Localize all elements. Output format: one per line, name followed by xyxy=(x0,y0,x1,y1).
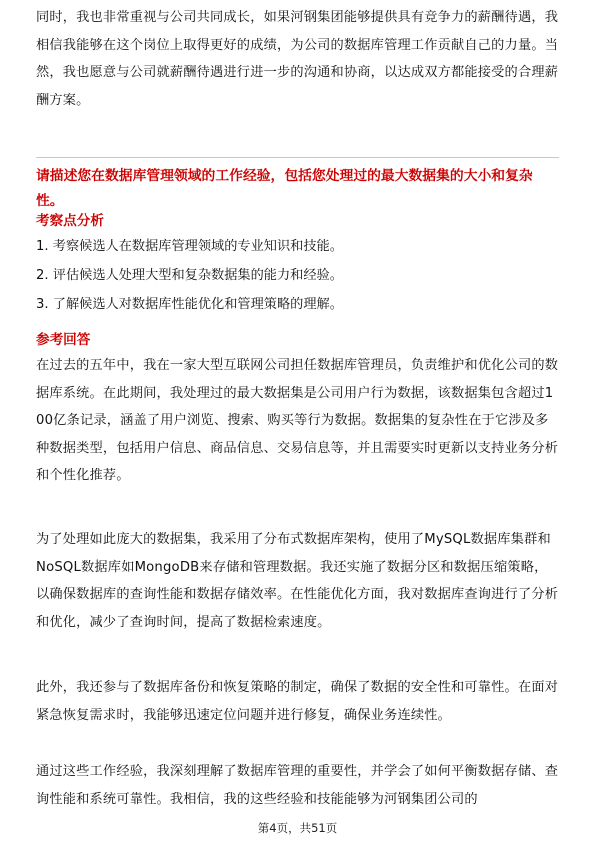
analysis-point: 2. 评估候选人处理大型和复杂数据集的能力和经验。 xyxy=(36,268,343,283)
answer-paragraph: 为了处理如此庞大的数据集，我采用了分布式数据库架构，使用了MySQL数据库集群和NoSQL数据库如MongoDB来存储和管理数据。我还实施了数据分区和数据压缩策略，以确保数据库的查询性能和数据存储效率。在性能优化方面，我对数据库查询进行了分析和优化，减少了查询时间，提高了数据检索速度。 xyxy=(36,532,559,630)
analysis-title: 考察点分析 xyxy=(36,213,104,229)
section-divider xyxy=(36,157,559,158)
intro-paragraph: 同时，我也非常重视与公司共同成长，如果河钢集团能够提供具有竞争力的薪酬待遇，我相信我能够在这个岗位上取得更好的成绩，为公司的数据库管理工作贡献自己的力量。当然，我也愿意与公司就薪酬待遇进行进一步的沟通和协商，以达成双方都能接受的合理薪酬方案。 xyxy=(36,10,559,108)
analysis-points xyxy=(36,232,559,319)
analysis-point: 1. 考察候选人在数据库管理领域的专业知识和技能。 xyxy=(36,239,343,254)
answer-title: 参考回答 xyxy=(36,332,91,348)
answer-paragraph: 在过去的五年中，我在一家大型互联网公司担任数据库管理员，负责维护和优化公司的数据库系统。在此期间，我处理过的最大数据集是公司用户行为数据，该数据集包含超过100亿条记录，涵盖了用户浏览、搜索、购买等行为数据。数据集的复杂性在于它涉及多种数据类型，包括用户信息、商品信息、交易信息等，并且需要实时更新以支持业务分析和个性化推荐。 xyxy=(36,358,559,483)
answer-paragraph: 此外，我还参与了数据库备份和恢复策略的制定，确保了数据的安全性和可靠性。在面对紧急恢复需求时，我能够迅速定位问题并进行修复，确保业务连续性。 xyxy=(36,680,559,723)
answer-paragraph: 通过这些工作经验，我深刻理解了数据库管理的重要性，并学会了如何平衡数据存储、查询性能和系统可靠性。我相信，我的这些经验和技能能够为河钢集团公司的 xyxy=(36,764,559,807)
analysis-point: 3. 了解候选人对数据库性能优化和管理策略的理解。 xyxy=(36,297,343,312)
page-footer: 第4页，共51页 xyxy=(257,821,338,835)
question-heading: 请描述您在数据库管理领域的工作经验，包括您处理过的最大数据集的大小和复杂性。 xyxy=(36,168,533,209)
